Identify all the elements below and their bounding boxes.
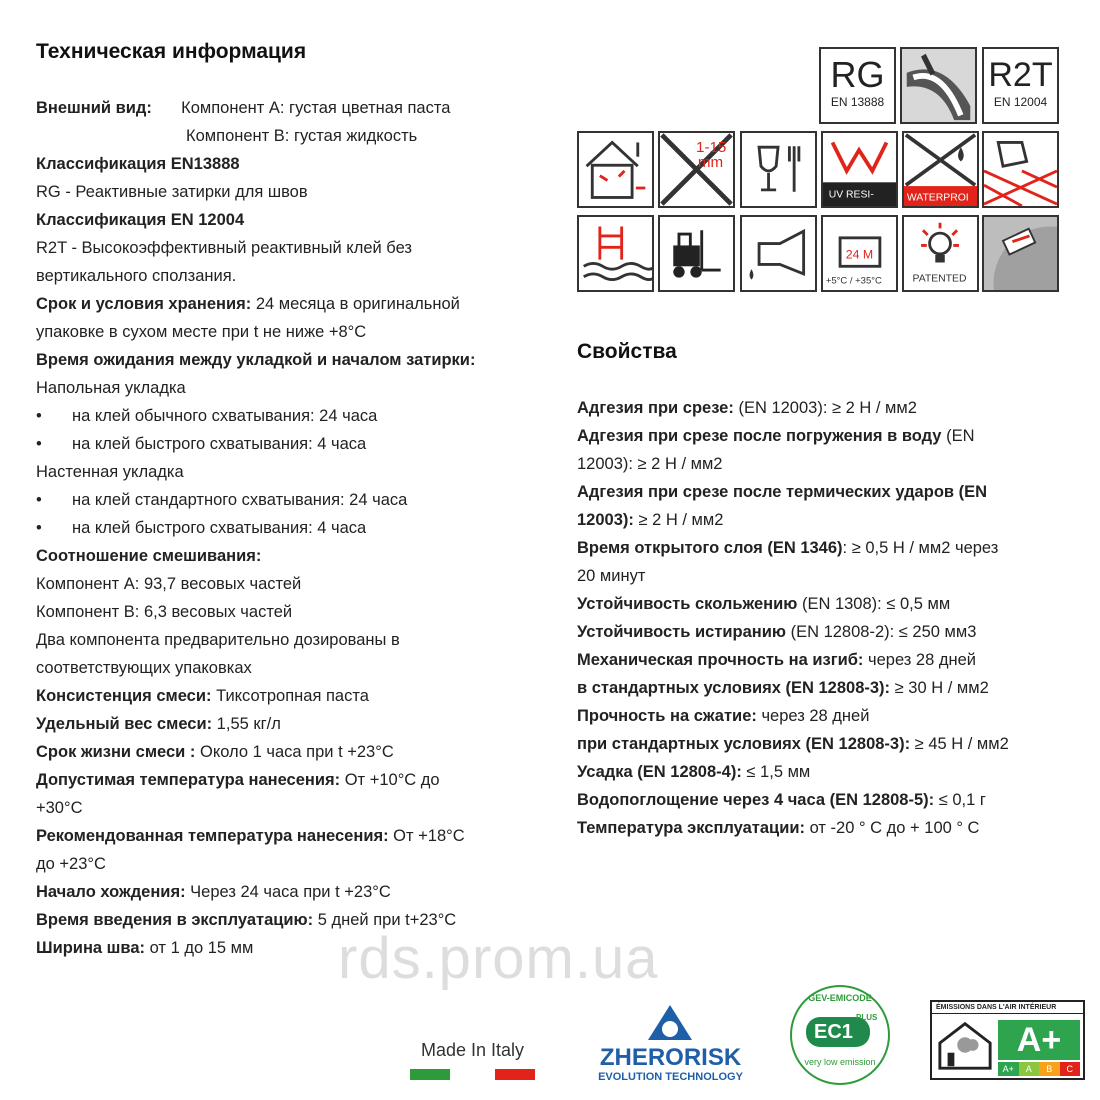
property-label: Устойчивость истиранию (577, 623, 786, 641)
joint-unit-text: mm (697, 154, 724, 172)
property-label: Водопоглощение через 4 часа (EN 12808-5): (577, 791, 935, 809)
emissions-label (930, 1000, 1085, 1080)
appearance-label: Внешний вид: (36, 99, 152, 117)
made-in-italy-logo (410, 1040, 535, 1080)
storage-value-2: упаковке в сухом месте при t не ниже +8°С (36, 323, 367, 341)
appearance-b: Компонент В: густая жидкость (186, 127, 418, 145)
floor-label: Напольная укладка (36, 379, 186, 397)
trowel-icon (982, 215, 1059, 292)
rectemp-row (36, 822, 556, 850)
property-row (577, 674, 1077, 702)
bullet: • (36, 519, 42, 537)
wall-item-text: на клей быстрого схватывания: 4 часа (72, 519, 367, 537)
property-value: ≤ 1,5 мм (741, 763, 811, 781)
properties-section (577, 340, 1077, 842)
class1-value: RG - Реактивные затирки для швов (36, 183, 308, 201)
property-value: 20 минут (577, 567, 646, 585)
consistency-row (36, 682, 556, 710)
temp-row (36, 766, 556, 794)
wall-item (36, 486, 556, 514)
hours-text: 24 M (845, 247, 874, 262)
emicode-logo (790, 985, 890, 1085)
property-row (577, 534, 1077, 562)
property-row (577, 758, 1077, 786)
emissions-scale (998, 1062, 1080, 1076)
technical-info-section (36, 40, 556, 962)
waterproof-icon (902, 131, 979, 208)
property-value: (EN (941, 427, 975, 445)
emicode-plus: PLUS (856, 1013, 878, 1022)
density-label: Удельный вес смеси: (36, 715, 213, 733)
floor-item-text: на клей обычного схватывания: 24 часа (72, 407, 378, 425)
property-label: Механическая прочность на изгиб: (577, 651, 864, 669)
property-label: Усадка (EN 12808-4): (577, 763, 742, 781)
food-safe-icon (740, 131, 817, 208)
r2t-badge-text: R2T (988, 56, 1053, 94)
joint-width-icon (658, 131, 735, 208)
scale-b: B (1039, 1062, 1060, 1076)
property-row (577, 506, 1077, 534)
bullet: • (36, 491, 42, 509)
mix-label: Соотношение смешивания: (36, 547, 262, 565)
potlife-row (36, 738, 556, 766)
class2-value-1: R2T - Высокоэффективный реактивный клей без (36, 239, 412, 257)
properties-title: Свойства (577, 340, 677, 363)
property-label: 12003): (577, 511, 634, 529)
property-label: Адгезия при срезе после термических ударов (EN (577, 483, 988, 501)
emicode-bottom: very low emission (804, 1057, 876, 1067)
flexible-icon (740, 215, 817, 292)
temp-value-2: +30°С (36, 799, 83, 817)
emicode-text: EC1 (814, 1021, 853, 1043)
pool-icon (577, 215, 654, 292)
emissions-grade: A+ (998, 1020, 1080, 1060)
patented-text: PATENTED (912, 273, 967, 285)
class2-value-2: вертикального сползания. (36, 267, 237, 285)
emicode-top: GEV-EMICODE (808, 993, 872, 1003)
uv-resistant-icon (821, 131, 898, 208)
property-label: в стандартных условиях (EN 12808-3): (577, 679, 891, 697)
property-value: : ≥ 0,5 Н / мм2 через (842, 539, 999, 557)
wall-label: Настенная укладка (36, 463, 184, 481)
chemical-resistant-icon (982, 131, 1059, 208)
mix-a: Компонент А: 93,7 весовых частей (36, 575, 302, 593)
floor-item-text: на клей быстрого схватывания: 4 часа (72, 435, 367, 453)
storage-label: Срок и условия хранения: (36, 295, 252, 313)
rectemp-label: Рекомендованная температура нанесения: (36, 827, 389, 845)
watermark: rds.prom.ua (338, 926, 659, 991)
property-label: при стандартных условиях (EN 12808-3): (577, 735, 911, 753)
storage-value: 24 месяца в оригинальной (251, 295, 460, 313)
rg-badge-text: RG (830, 54, 885, 95)
flag-green (410, 1069, 450, 1080)
consistency-value: Тиксотропная паста (211, 687, 369, 705)
scale-a-plus: A+ (998, 1062, 1019, 1076)
rg-badge-std: EN 13888 (830, 95, 885, 109)
property-value: (EN 1308): ≤ 0,5 мм (797, 595, 951, 613)
property-value: (EN 12808-2): ≤ 250 мм3 (785, 623, 977, 641)
r2t-badge-icon (982, 47, 1059, 124)
rectemp-value-2: до +23°С (36, 855, 106, 873)
bullet: • (36, 407, 42, 425)
patented-icon (902, 215, 979, 292)
appearance-row (36, 94, 556, 122)
floor-item (36, 430, 556, 458)
property-label: Устойчивость скольжению (577, 595, 798, 613)
joint-label: Ширина шва: (36, 939, 146, 957)
property-row (577, 562, 1077, 590)
property-row (577, 786, 1077, 814)
service-value: 5 дней при t+23°С (313, 911, 457, 929)
walk-row (36, 878, 556, 906)
density-row (36, 710, 556, 738)
property-row (577, 422, 1077, 450)
property-row (577, 730, 1077, 758)
property-value: через 28 дней (756, 707, 870, 725)
property-label: Адгезия при срезе после погружения в воду (577, 427, 942, 445)
consistency-label: Консистенция смеси: (36, 687, 212, 705)
property-row (577, 394, 1077, 422)
pot-life-icon (821, 215, 898, 292)
property-value: ≥ 30 Н / мм2 (890, 679, 989, 697)
property-label: Температура эксплуатации: (577, 819, 805, 837)
scale-a: A (1019, 1062, 1040, 1076)
service-label: Время введения в эксплуатацию: (36, 911, 314, 929)
property-row (577, 478, 1077, 506)
property-value: ≥ 45 Н / мм2 (910, 735, 1009, 753)
property-value: ≥ 2 Н / мм2 (633, 511, 724, 529)
property-value: (EN 12003): ≥ 2 Н / мм2 (733, 399, 917, 417)
bullet: • (36, 435, 42, 453)
mix-b: Компонент В: 6,3 весовых частей (36, 603, 293, 621)
made-in-text: Made In Italy (420, 1040, 525, 1060)
uv-text: UV RESI- (828, 189, 874, 201)
property-row (577, 814, 1077, 842)
property-row (577, 450, 1077, 478)
storage-row (36, 290, 556, 318)
potlife-label: Срок жизни смеси : (36, 743, 196, 761)
properties-list (577, 394, 1077, 842)
temp-range-text: +5°C / +35°C (825, 275, 882, 287)
indoor-outdoor-icon (577, 131, 654, 208)
property-value: через 28 дней (863, 651, 976, 669)
zherorisk-text: ZHERORISK (599, 1044, 742, 1071)
property-label: Прочность на сжатие: (577, 707, 757, 725)
rg-badge-icon (819, 47, 896, 124)
class1-label: Классификация EN13888 (36, 155, 240, 173)
italy-flag-icon (410, 1069, 535, 1080)
property-value: 12003): ≥ 2 Н / мм2 (577, 455, 723, 473)
rectemp-value: От +18°С (388, 827, 465, 845)
class2-label: Классификация EN 12004 (36, 211, 245, 229)
temp-value: От +10°С до (340, 771, 440, 789)
property-row (577, 618, 1077, 646)
scale-c: C (1060, 1062, 1081, 1076)
property-label: Время открытого слоя (EN 1346) (577, 539, 843, 557)
property-row (577, 702, 1077, 730)
waterproof-text: WATERPROI (906, 192, 969, 204)
wall-item-text: на клей стандартного схватывания: 24 часа (72, 491, 408, 509)
property-label: Адгезия при срезе: (577, 399, 734, 417)
property-row (577, 590, 1077, 618)
density-value: 1,55 кг/л (212, 715, 281, 733)
mix-note-1: Два компонента предварительно дозированы в (36, 631, 400, 649)
technical-info-title: Техническая информация (36, 40, 307, 63)
house-cloud-icon (936, 1018, 994, 1070)
joint-value: от 1 до 15 мм (145, 939, 254, 957)
mix-note-2: соответствующих упаковках (36, 659, 252, 677)
flag-red (495, 1069, 535, 1080)
forklift-icon (658, 215, 735, 292)
wall-item (36, 514, 556, 542)
floor-item (36, 402, 556, 430)
emissions-title: ÉMISSIONS DANS L'AIR INTÉRIEUR (932, 1002, 1083, 1014)
walk-label: Начало хождения: (36, 883, 186, 901)
wait-label: Время ожидания между укладкой и началом затирки: (36, 351, 476, 369)
zherorisk-logo (588, 995, 753, 1085)
property-value: от -20 ° С до + 100 ° С (805, 819, 980, 837)
tile-edge-icon (900, 47, 977, 124)
temp-label: Допустимая температура нанесения: (36, 771, 341, 789)
property-value: ≤ 0,1 г (934, 791, 986, 809)
appearance-a: Компонент А: густая цветная паста (181, 99, 451, 117)
r2t-badge-std: EN 12004 (993, 95, 1048, 109)
zherorisk-sub: EVOLUTION TECHNOLOGY (598, 1071, 743, 1083)
potlife-value: Около 1 часа при t +23°С (195, 743, 394, 761)
property-row (577, 646, 1077, 674)
walk-value: Через 24 часа при t +23°С (185, 883, 391, 901)
joint-range-text: 1-15 (696, 138, 727, 156)
